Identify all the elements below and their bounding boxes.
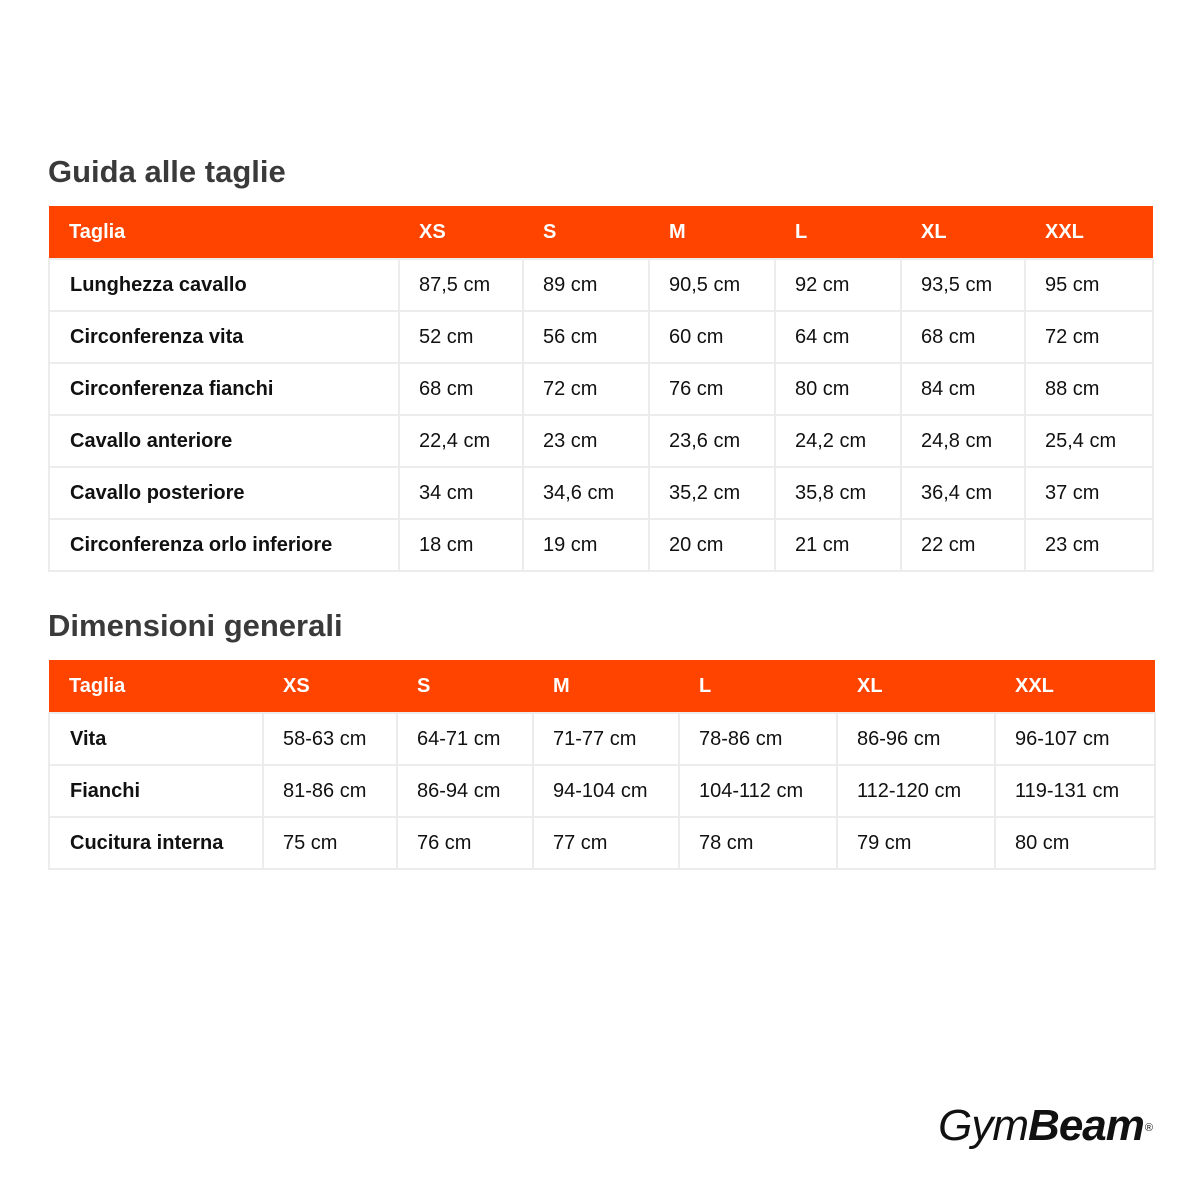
- row-label: Vita: [49, 713, 263, 765]
- header-cell-m: M: [649, 206, 775, 259]
- header-cell-size: Taglia: [49, 660, 263, 713]
- table-cell: 112-120 cm: [837, 765, 995, 817]
- table-cell: 56 cm: [523, 311, 649, 363]
- size-guide-section: [48, 152, 1152, 572]
- table-cell: 20 cm: [649, 519, 775, 571]
- table-cell: 77 cm: [533, 817, 679, 869]
- table-cell: 84 cm: [901, 363, 1025, 415]
- header-cell-xl: XL: [837, 660, 995, 713]
- table-row: [49, 713, 1155, 765]
- logo-text-gym: Gym: [938, 1101, 1029, 1150]
- logo-text-beam: Beam: [1028, 1101, 1144, 1150]
- registered-mark: ®: [1144, 1122, 1152, 1134]
- table-cell: 92 cm: [775, 259, 901, 311]
- table-cell: 76 cm: [397, 817, 533, 869]
- gymbeam-logo: [938, 1100, 1152, 1152]
- table-cell: 60 cm: [649, 311, 775, 363]
- table-cell: 34 cm: [399, 467, 523, 519]
- table-cell: 68 cm: [901, 311, 1025, 363]
- general-dimensions-table: [48, 660, 1156, 870]
- row-label: Cavallo anteriore: [49, 415, 399, 467]
- table-cell: 87,5 cm: [399, 259, 523, 311]
- table-cell: 72 cm: [1025, 311, 1153, 363]
- table-cell: 78 cm: [679, 817, 837, 869]
- table-cell: 90,5 cm: [649, 259, 775, 311]
- table-row: [49, 519, 1153, 571]
- table-cell: 22 cm: [901, 519, 1025, 571]
- row-label: Circonferenza fianchi: [49, 363, 399, 415]
- table-cell: 25,4 cm: [1025, 415, 1153, 467]
- table-cell: 24,8 cm: [901, 415, 1025, 467]
- row-label: Lunghezza cavallo: [49, 259, 399, 311]
- header-cell-s: S: [397, 660, 533, 713]
- table-cell: 22,4 cm: [399, 415, 523, 467]
- table-cell: 64 cm: [775, 311, 901, 363]
- table-cell: 21 cm: [775, 519, 901, 571]
- table-cell: 72 cm: [523, 363, 649, 415]
- table-cell: 78-86 cm: [679, 713, 837, 765]
- row-label: Fianchi: [49, 765, 263, 817]
- header-cell-l: L: [679, 660, 837, 713]
- table-header-row: [49, 206, 1153, 259]
- table-cell: 94-104 cm: [533, 765, 679, 817]
- header-cell-xs: XS: [399, 206, 523, 259]
- table-row: [49, 817, 1155, 869]
- table-cell: 75 cm: [263, 817, 397, 869]
- table-cell: 58-63 cm: [263, 713, 397, 765]
- table-row: [49, 467, 1153, 519]
- header-cell-m: M: [533, 660, 679, 713]
- table-cell: 68 cm: [399, 363, 523, 415]
- table-cell: 23 cm: [523, 415, 649, 467]
- general-dimensions-title: Dimensioni generali: [48, 608, 343, 643]
- table-row: [49, 311, 1153, 363]
- table-cell: 23,6 cm: [649, 415, 775, 467]
- table-cell: 89 cm: [523, 259, 649, 311]
- table-cell: 35,2 cm: [649, 467, 775, 519]
- table-cell: 35,8 cm: [775, 467, 901, 519]
- table-cell: 80 cm: [995, 817, 1155, 869]
- table-cell: 37 cm: [1025, 467, 1153, 519]
- header-cell-l: L: [775, 206, 901, 259]
- table-row: [49, 415, 1153, 467]
- table-cell: 86-96 cm: [837, 713, 995, 765]
- row-label: Cavallo posteriore: [49, 467, 399, 519]
- table-header-row: [49, 660, 1155, 713]
- table-cell: 96-107 cm: [995, 713, 1155, 765]
- header-cell-xs: XS: [263, 660, 397, 713]
- table-cell: 93,5 cm: [901, 259, 1025, 311]
- size-guide-table: [48, 206, 1154, 572]
- table-cell: 64-71 cm: [397, 713, 533, 765]
- header-cell-xxl: XXL: [995, 660, 1155, 713]
- header-cell-xxl: XXL: [1025, 206, 1153, 259]
- header-cell-xl: XL: [901, 206, 1025, 259]
- table-cell: 119-131 cm: [995, 765, 1155, 817]
- header-cell-size: Taglia: [49, 206, 399, 259]
- table-cell: 86-94 cm: [397, 765, 533, 817]
- table-cell: 18 cm: [399, 519, 523, 571]
- table-row: [49, 259, 1153, 311]
- row-label: Circonferenza orlo inferiore: [49, 519, 399, 571]
- table-cell: 71-77 cm: [533, 713, 679, 765]
- table-row: [49, 765, 1155, 817]
- table-cell: 104-112 cm: [679, 765, 837, 817]
- table-cell: 95 cm: [1025, 259, 1153, 311]
- table-cell: 88 cm: [1025, 363, 1153, 415]
- table-cell: 23 cm: [1025, 519, 1153, 571]
- row-label: Cucitura interna: [49, 817, 263, 869]
- general-dimensions-section: [48, 606, 1154, 870]
- table-cell: 19 cm: [523, 519, 649, 571]
- table-cell: 80 cm: [775, 363, 901, 415]
- table-cell: 34,6 cm: [523, 467, 649, 519]
- table-row: [49, 363, 1153, 415]
- header-cell-s: S: [523, 206, 649, 259]
- table-cell: 52 cm: [399, 311, 523, 363]
- table-cell: 81-86 cm: [263, 765, 397, 817]
- table-cell: 36,4 cm: [901, 467, 1025, 519]
- table-cell: 24,2 cm: [775, 415, 901, 467]
- size-guide-title: Guida alle taglie: [48, 154, 286, 189]
- table-cell: 76 cm: [649, 363, 775, 415]
- row-label: Circonferenza vita: [49, 311, 399, 363]
- table-cell: 79 cm: [837, 817, 995, 869]
